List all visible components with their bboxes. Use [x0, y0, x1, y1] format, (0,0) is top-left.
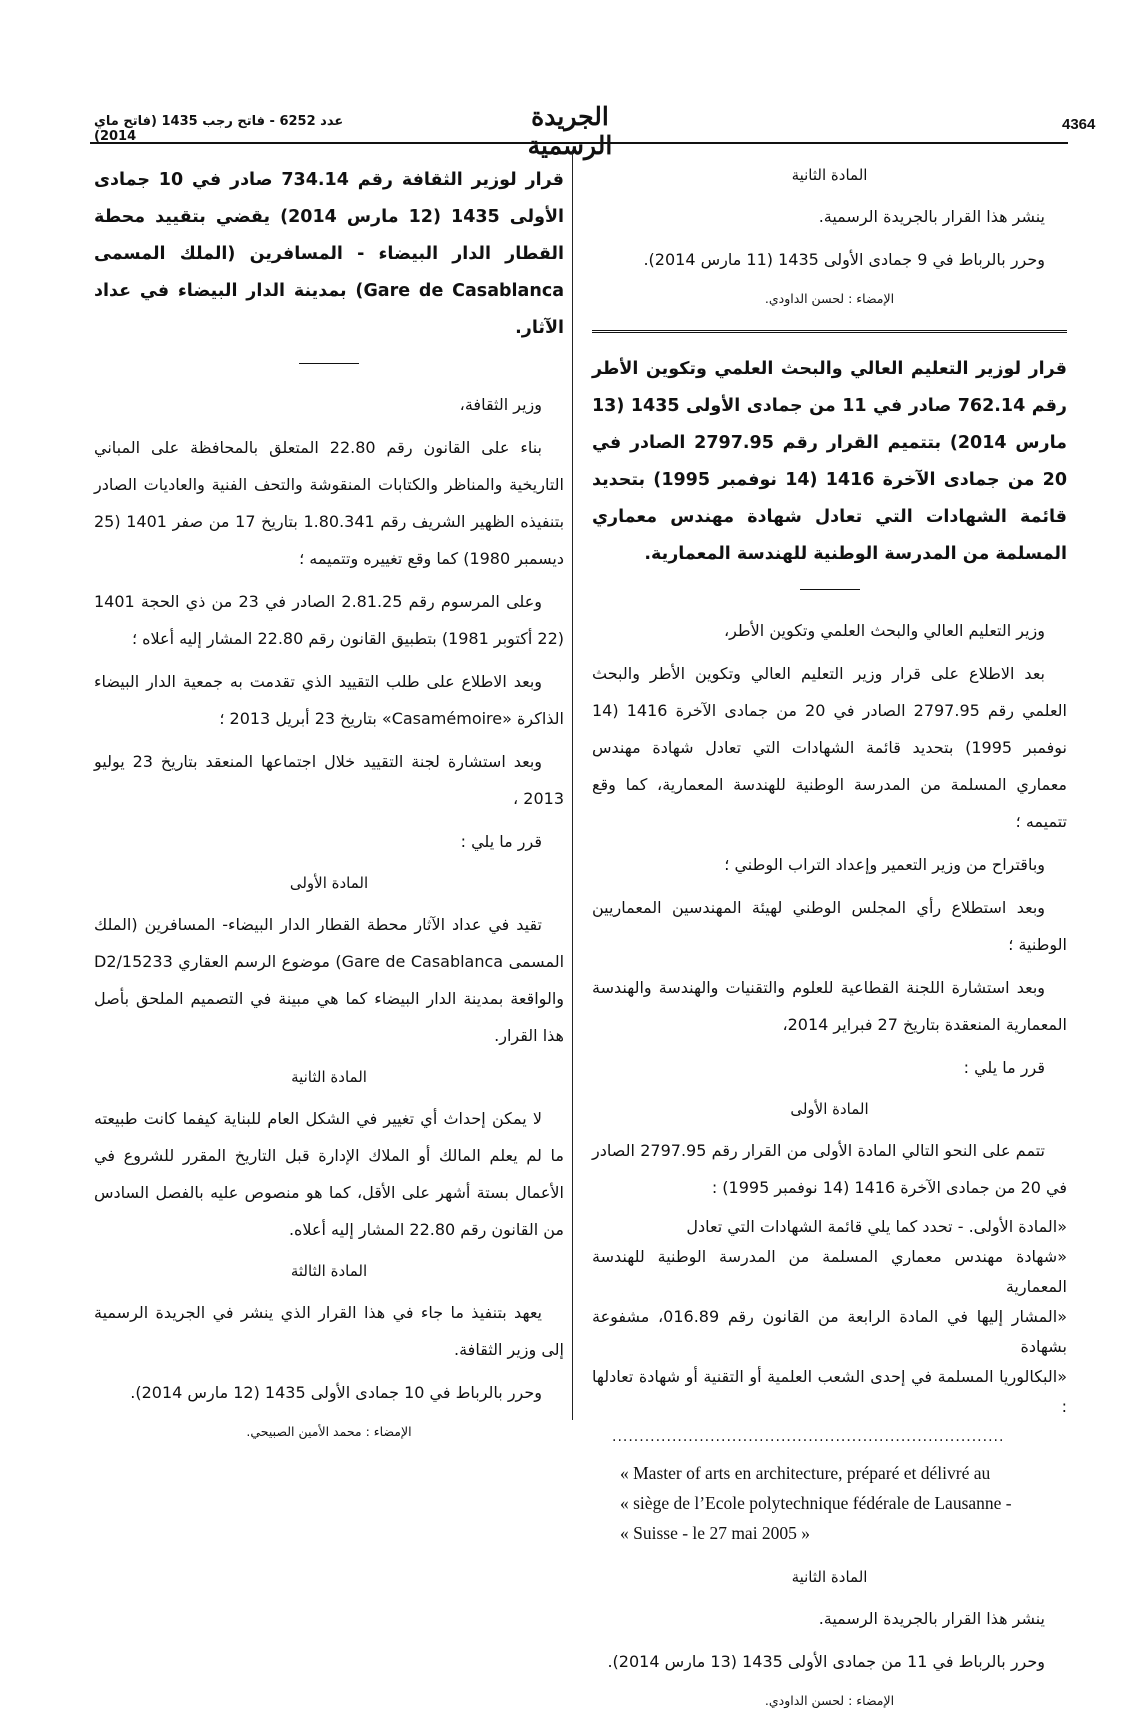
journal-title: الجريدة الرسمية: [527, 102, 613, 160]
quoted-line: «شهادة مهندس معماري المسلمة من المدرسة الوطنية للهندسة المعمارية: [592, 1247, 1067, 1296]
paragraph: بعد الاطلاع على قرار وزير التعليم العالي وتكوين الأطر والبحث العلمي رقم 2797.95 الصادر في 20 من جمادى الآخرة 1416 (14 نوفمبر 1995) بتحديد قائمة الشهادات التي تعادل شهادة مهندس معماري المسلمة من المدرسة الوطنية للهندسة المعمارية، كما وقع تتميمه ؛: [592, 664, 1068, 831]
french-line: « Master of arts en architecture, préparé et délivré au: [620, 1463, 991, 1483]
minister-line: وزير التعليم العالي والبحث العلمي وتكوين الأطر،: [723, 621, 1045, 640]
article-heading: المادة الأولى: [289, 874, 369, 892]
french-line: « Suisse - le 27 mai 2005 »: [620, 1523, 811, 1543]
minister-line: وزير الثقافة،: [459, 395, 542, 414]
decides-line: قرر ما يلي :: [963, 1058, 1045, 1077]
paragraph: وعلى المرسوم رقم 2.81.25 الصادر في 23 من ذي الحجة 1401 (22 أكتوبر 1981) بتطبيق القانون رقم 22.80 المشار إليه أعلاه ؛: [94, 592, 564, 648]
paragraph: وباقتراح من وزير التعمير وإعداد التراب الوطني ؛: [724, 855, 1045, 874]
article-text: لا يمكن إحداث أي تغيير في الشكل العام للبناية كيفما كانت طبيعته ما لم يعلم المالك أو الملاك الإدارة قبل التاريخ المقرر للشروع في الأعمال بستة أشهر على الأقل، كما هو منصوص عليه بالفصل السادس من القانون رقم 22.80 المشار إليه أعلاه.: [94, 1109, 564, 1239]
article-text: تتمم على النحو التالي المادة الأولى من القرار رقم 2797.95 الصادر في 20 من جمادى الآخرة 1416 (14 نوفمبر 1995) :: [592, 1141, 1067, 1197]
title-rule: [299, 363, 359, 364]
paragraph: وبعد الاطلاع على طلب التقييد الذي تقدمت به جمعية الدار البيضاء الذاكرة «Casamémoire» بتاريخ 23 أبريل 2013 ؛: [94, 672, 564, 728]
publish-statement: ينشر هذا القرار بالجريدة الرسمية.: [818, 1609, 1045, 1628]
article-heading: المادة الثانية: [791, 1568, 868, 1586]
done-at: وحرر بالرباط في 11 من جمادى الأولى 1435 (13 مارس 2014).: [607, 1652, 1045, 1671]
title-rule: [800, 589, 860, 590]
column-divider: [572, 150, 573, 1420]
dotted-line: ........................................................................: [612, 1429, 1005, 1445]
decides-line: قرر ما يلي :: [460, 832, 542, 851]
signature: الإمضاء : محمد الأمين الصبيحي.: [246, 1424, 412, 1439]
header-rule: [90, 142, 1068, 144]
article-heading: المادة الثالثة: [290, 1262, 368, 1280]
french-quote: [620, 1458, 1067, 1548]
publish-statement: ينشر هذا القرار بالجريدة الرسمية.: [818, 207, 1045, 226]
quoted-line: «المشار إليها في المادة الرابعة من القانون رقم 016.89، مشفوعة بشهادة: [592, 1307, 1067, 1356]
section-separator: [592, 330, 1067, 333]
signature: الإمضاء : لحسن الداودي.: [764, 1693, 895, 1708]
left-column: [94, 154, 564, 1453]
paragraph: وبعد استشارة لجنة التقييد خلال اجتماعها المنعقد بتاريخ 23 يوليو 2013 ،: [94, 752, 564, 808]
paragraph: وبعد استشارة اللجنة القطاعية للعلوم والتقنيات والهندسة والهندسة المعمارية المنعقدة بتاريخ 27 فبراير 2014،: [592, 978, 1067, 1034]
done-at: وحرر بالرباط في 10 جمادى الأولى 1435 (12 مارس 2014).: [130, 1383, 542, 1402]
article-text: تقيد في عداد الآثار محطة القطار الدار البيضاء- المسافرين (الملك المسمى Gare de Casablanca) موضوع الرسم العقاري D2/15233 والواقعة بمدينة الدار البيضاء كما هي مبينة في التصميم الملحق بأصل هذا القرار.: [94, 915, 565, 1045]
article-text: يعهد بتنفيذ ما جاء في هذا القرار الذي ينشر في الجريدة الرسمية إلى وزير الثقافة.: [94, 1303, 564, 1359]
article-heading: المادة الأولى: [790, 1100, 869, 1118]
french-line: « siège de l’Ecole polytechnique fédérale de Lausanne -: [620, 1493, 1012, 1513]
issue-info: عدد 6252 - فاتح رجب 1435 (فاتح ماي 2014): [94, 114, 344, 144]
page-number: 4364: [1062, 116, 1096, 133]
article-heading: المادة الثانية: [291, 1068, 367, 1086]
done-at: وحرر بالرباط في 9 جمادى الأولى 1435 (11 مارس 2014).: [643, 250, 1045, 269]
right-column: [592, 154, 1067, 1722]
quoted-line: «البكالوريا المسلمة في إحدى الشعب العلمية أو التقنية أو شهادة تعادلها :: [592, 1367, 1067, 1416]
paragraph: وبعد استطلاع رأي المجلس الوطني لهيئة المهندسين المعماريين الوطنية ؛: [592, 898, 1067, 954]
quoted-line: «المادة الأولى. - تحدد كما يلي قائمة الشهادات التي تعادل: [686, 1217, 1067, 1236]
article-heading: المادة الثانية: [791, 166, 868, 184]
signature: الإمضاء : لحسن الداودي.: [764, 291, 895, 306]
decision-title: قرار لوزير الثقافة رقم 734.14 صادر في 10 جمادى الأولى 1435 (12 مارس 2014) يقضي بتقييد محطة القطار الدار البيضاء - المسافرين (الملك المسمى Gare de Casablanca) بمدينة الدار البيضاء في عداد الآثار.: [94, 170, 565, 338]
paragraph: بناء على القانون رقم 22.80 المتعلق بالمحافظة على المباني التاريخية والمناظر والكتابات المنقوشة والتحف الفنية والعاديات الصادر بتنفيذه الظهير الشريف رقم 1.80.341 بتاريخ 17 من صفر 1401 (25 ديسمبر 1980) كما وقع تغييره وتتميمه ؛: [94, 438, 565, 568]
decision-title: قرار لوزير التعليم العالي والبحث العلمي وتكوين الأطر رقم 762.14 صادر في 11 من جمادى الأولى 1435 (13 مارس 2014) بتتميم القرار رقم 2797.95 الصادر في 20 من جمادى الآخرة 1416 (14 نوفمبر 1995) بتحديد قائمة الشهادات التي تعادل شهادة مهندس معماري المسلمة من المدرسة الوطنية للهندسة المعمارية.: [592, 359, 1067, 564]
